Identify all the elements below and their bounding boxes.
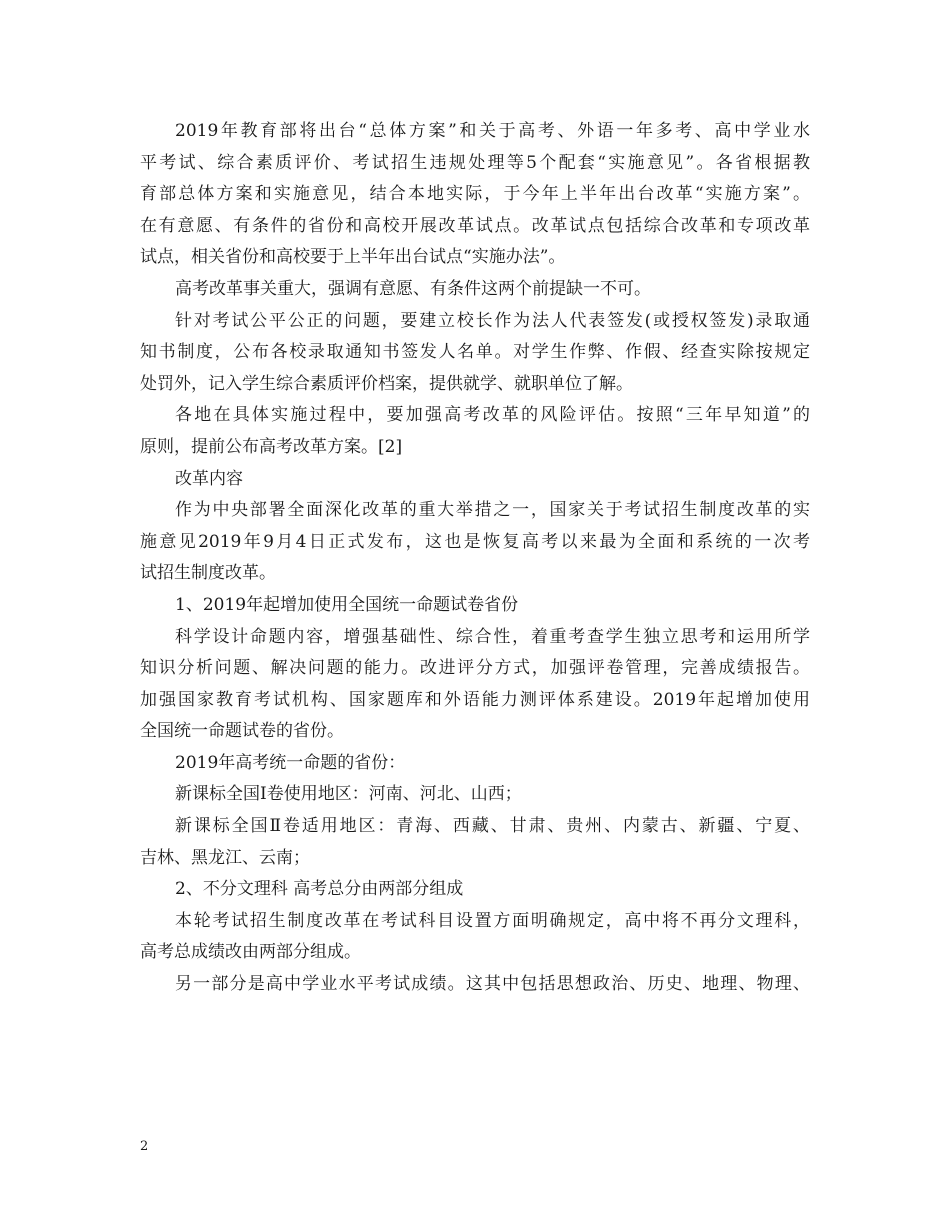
text-line: 科学设计命题内容，增强基础性、综合性，着重考查学生独立思考和运用所学 bbox=[175, 626, 810, 647]
text-line: 处罚外，记入学生综合素质评价档案，提供就学、就职单位了解。 bbox=[140, 373, 633, 394]
text-line: 新课标全国Ⅰ卷使用地区：河南、河北、山西； bbox=[175, 784, 522, 805]
text-line: 作为中央部署全面深化改革的重大举措之一，国家关于考试招生制度改革的实 bbox=[175, 500, 810, 521]
page-number: 2 bbox=[140, 1139, 149, 1154]
text-line: 施意见2019年9月4日正式发布，这也是恢复高考以来最为全面和系统的一次考 bbox=[140, 531, 810, 552]
text-line: 知识分析问题、解决问题的能力。改进评分方式，加强评卷管理，完善成绩报告。 bbox=[140, 658, 810, 679]
section-heading: 改革内容 bbox=[175, 468, 243, 489]
text-line: 新课标全国Ⅱ卷适用地区：青海、西藏、甘肃、贵州、内蒙古、新疆、宁夏、 bbox=[175, 816, 810, 837]
section-heading: 1、2019年起增加使用全国统一命题试卷省份 bbox=[175, 594, 519, 615]
text-line: 2019年教育部将出台“总体方案”和关于高考、外语一年多考、高中学业水 bbox=[175, 121, 810, 141]
text-line: 吉林、黑龙江、云南； bbox=[140, 847, 310, 868]
text-line: 另一部分是高中学业水平考试成绩。这其中包括思想政治、历史、地理、物理、 bbox=[175, 974, 810, 995]
text-line: 育部总体方案和实施意见，结合本地实际，于今年上半年出台改革“实施方案”。 bbox=[140, 184, 810, 205]
text-line: 本轮考试招生制度改革在考试科目设置方面明确规定，高中将不再分文理科， bbox=[175, 910, 810, 931]
text-line: 全国统一命题试卷的省份。 bbox=[140, 721, 344, 742]
text-line: 2019年高考统一命题的省份： bbox=[175, 752, 406, 773]
text-line: 在有意愿、有条件的省份和高校开展改革试点。改革试点包括综合改革和专项改革 bbox=[140, 215, 810, 236]
document-body bbox=[140, 116, 810, 1001]
text-line: 加强国家教育考试机构、国家题库和外语能力测评体系建设。2019年起增加使用 bbox=[140, 689, 810, 710]
text-line: 试点，相关省份和高校要于上半年出台试点“实施办法”。 bbox=[140, 247, 566, 268]
text-line: 平考试、综合素质评价、考试招生违规处理等5个配套“实施意见”。各省根据教 bbox=[140, 152, 810, 173]
text-line: 知书制度，公布各校录取通知书签发人名单。对学生作弊、作假、经查实除按规定 bbox=[140, 342, 810, 363]
text-line: 各地在具体实施过程中，要加强高考改革的风险评估。按照“三年早知道”的 bbox=[175, 405, 810, 426]
text-line: 原则，提前公布高考改革方案。[2] bbox=[140, 436, 403, 457]
text-line: 针对考试公平公正的问题，要建立校长作为法人代表签发(或授权签发)录取通 bbox=[175, 310, 810, 331]
text-line: 试招生制度改革。 bbox=[140, 563, 276, 584]
section-heading: 2、不分文理科 高考总分由两部分组成 bbox=[175, 879, 464, 900]
text-line: 高考改革事关重大，强调有意愿、有条件这两个前提缺一不可。 bbox=[175, 278, 651, 299]
text-line: 高考总成绩改由两部分组成。 bbox=[140, 942, 361, 963]
